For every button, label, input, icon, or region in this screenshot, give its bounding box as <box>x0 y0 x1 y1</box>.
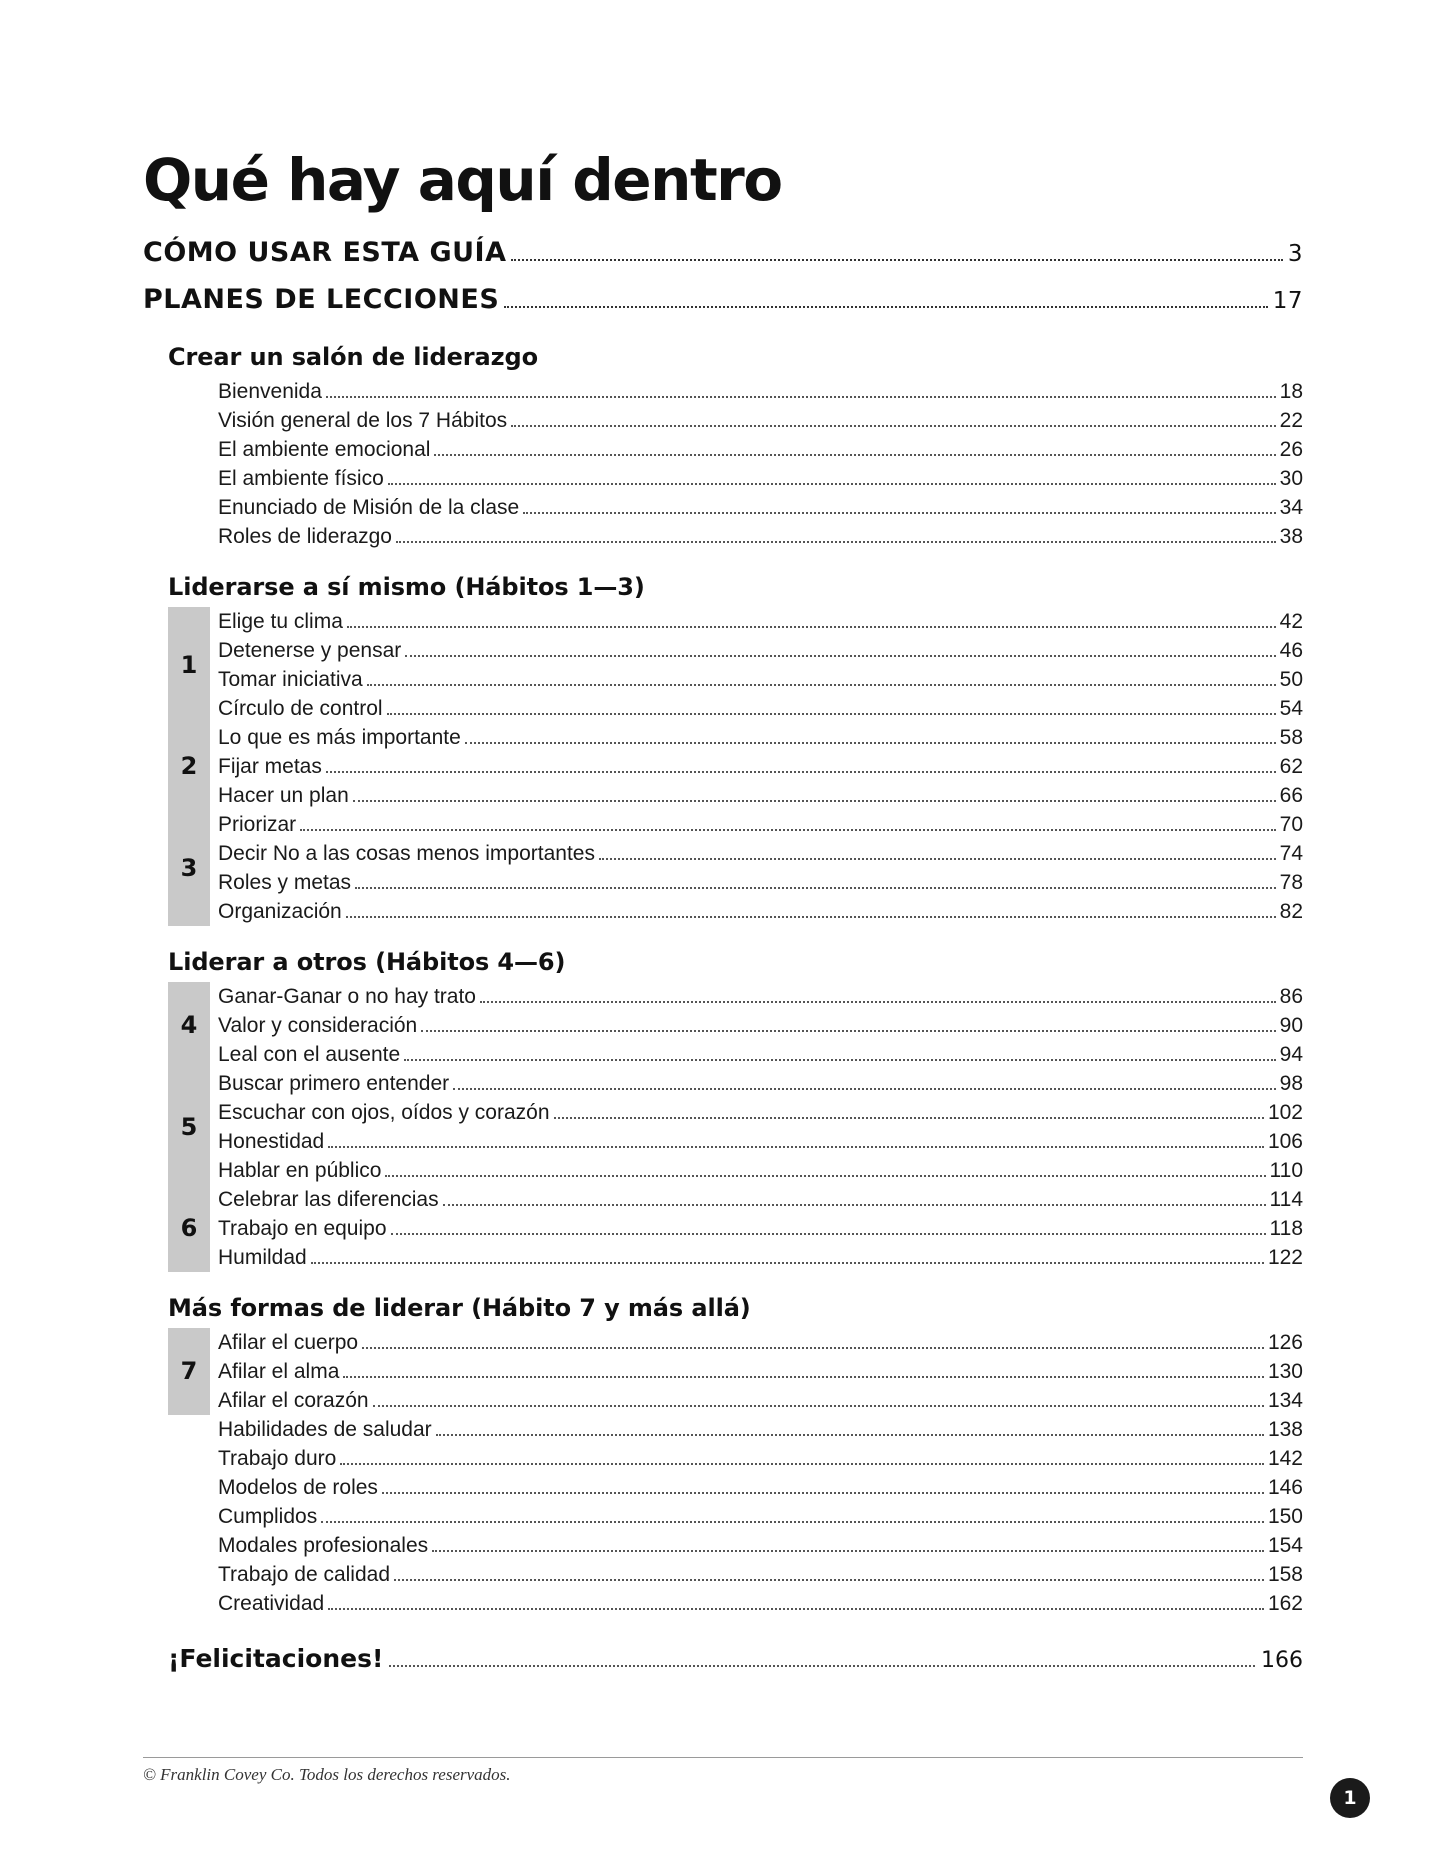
leader-dots <box>554 1116 1264 1119</box>
toc-group-mas-formas-de-liderar <box>143 1294 1303 1618</box>
toc-entry-page: 86 <box>1279 984 1303 1008</box>
toc-entry-label: El ambiente físico <box>218 466 384 490</box>
toc-entry[interactable] <box>218 1185 1303 1214</box>
toc-entry-page: 34 <box>1279 495 1303 519</box>
leader-dots <box>504 305 1267 308</box>
footer-divider <box>143 1757 1303 1758</box>
toc-entry-page: 158 <box>1267 1562 1303 1586</box>
toc-content <box>143 146 1303 1674</box>
toc-entry-label: Habilidades de saludar <box>218 1417 432 1441</box>
toc-entry-label: Cumplidos <box>218 1504 318 1528</box>
leader-dots <box>391 1232 1266 1235</box>
leader-dots <box>465 741 1276 744</box>
toc-entry-label: Humildad <box>218 1245 307 1269</box>
toc-entry[interactable] <box>218 377 1303 406</box>
habit-badge-empty <box>168 1415 210 1618</box>
toc-entry-page: 110 <box>1269 1158 1303 1182</box>
toc-entry-page: 42 <box>1279 609 1303 633</box>
toc-entry[interactable] <box>218 1127 1303 1156</box>
leader-dots <box>394 1578 1264 1581</box>
toc-entry-label: Decir No a las cosas menos importantes <box>218 841 595 865</box>
toc-entry[interactable] <box>218 868 1303 897</box>
habit-entries <box>218 723 1303 810</box>
toc-entry-page: 50 <box>1279 667 1303 691</box>
toc-entry[interactable] <box>218 493 1303 522</box>
leader-dots <box>404 1058 1276 1061</box>
toc-entry[interactable] <box>218 982 1303 1011</box>
habit-block-extra <box>168 1415 1303 1618</box>
leader-dots <box>382 1491 1264 1494</box>
toc-entry-label: Organización <box>218 899 342 923</box>
toc-entry-page: 74 <box>1279 841 1303 865</box>
habit-block-2 <box>168 723 1303 810</box>
toc-entry-page: 78 <box>1279 870 1303 894</box>
toc-entry-label: Trabajo duro <box>218 1446 337 1470</box>
toc-entry-label: Modelos de roles <box>218 1475 378 1499</box>
habit-block-6 <box>168 1185 1303 1272</box>
toc-entry[interactable] <box>218 464 1303 493</box>
toc-group-crear-salon <box>143 343 1303 551</box>
toc-entry[interactable] <box>218 1473 1303 1502</box>
toc-entry-page: 114 <box>1269 1187 1303 1211</box>
group-heading: Más formas de liderar (Hábito 7 y más allá) <box>168 1293 751 1322</box>
leader-dots <box>511 424 1276 427</box>
toc-entry-page: 90 <box>1279 1013 1303 1037</box>
leader-dots <box>443 1203 1266 1206</box>
toc-entry[interactable] <box>218 522 1303 551</box>
toc-entry[interactable] <box>218 1214 1303 1243</box>
toc-entry[interactable] <box>218 1502 1303 1531</box>
toc-final-page: 166 <box>1261 1647 1303 1673</box>
toc-entry-label: Leal con el ausente <box>218 1042 401 1066</box>
toc-entry-label: Afilar el corazón <box>218 1388 369 1412</box>
toc-entry-page: 38 <box>1279 524 1303 548</box>
toc-entry[interactable] <box>218 1589 1303 1618</box>
page-title: Qué hay aquí dentro <box>143 146 782 214</box>
toc-entry[interactable] <box>218 752 1303 781</box>
toc-entry-label: Modales profesionales <box>218 1533 429 1557</box>
leader-dots <box>421 1029 1275 1032</box>
leader-dots <box>523 511 1275 514</box>
toc-entry-page: 30 <box>1279 466 1303 490</box>
toc-entry-label: Afilar el alma <box>218 1359 340 1383</box>
leader-dots <box>362 1346 1264 1349</box>
toc-entry[interactable] <box>218 1531 1303 1560</box>
toc-entry-label: Honestidad <box>218 1129 325 1153</box>
page-number-badge: 1 <box>1330 1778 1370 1818</box>
toc-entry[interactable] <box>218 1011 1303 1040</box>
toc-entry[interactable] <box>218 1328 1303 1357</box>
toc-entry[interactable] <box>218 1357 1303 1386</box>
toc-entry-label: Tomar iniciativa <box>218 667 363 691</box>
leader-dots <box>311 1261 1264 1264</box>
leader-dots <box>367 683 1276 686</box>
toc-entry-page: 154 <box>1267 1533 1303 1557</box>
toc-entry-label: Ganar-Ganar o no hay trato <box>218 984 476 1008</box>
toc-entry-label: Escuchar con ojos, oídos y corazón <box>218 1100 550 1124</box>
toc-entry[interactable] <box>218 665 1303 694</box>
habit-entries <box>218 1069 1303 1185</box>
leader-dots <box>453 1087 1276 1090</box>
leader-dots <box>328 1607 1264 1610</box>
toc-entry-label: Afilar el cuerpo <box>218 1330 359 1354</box>
toc-entry[interactable] <box>218 1243 1303 1272</box>
toc-entry-label: Bienvenida <box>218 379 322 403</box>
group-entries <box>218 377 1303 551</box>
toc-entry-label: El ambiente emocional <box>218 437 431 461</box>
group-heading: Liderarse a sí mismo (Hábitos 1—3) <box>168 572 645 601</box>
toc-entry-page: 130 <box>1267 1359 1303 1383</box>
leader-dots <box>328 1145 1264 1148</box>
leader-dots <box>346 915 1276 918</box>
toc-entry[interactable] <box>218 406 1303 435</box>
toc-entry-page: 146 <box>1267 1475 1303 1499</box>
toc-entry-page: 54 <box>1279 696 1303 720</box>
toc-entry-page: 138 <box>1267 1417 1303 1441</box>
toc-top-page: 3 <box>1287 240 1303 267</box>
toc-entry-label: Elige tu clima <box>218 609 343 633</box>
leader-dots <box>436 1433 1264 1436</box>
toc-entry-page: 142 <box>1267 1446 1303 1470</box>
toc-entry[interactable] <box>218 435 1303 464</box>
leader-dots <box>396 540 1276 543</box>
toc-entry-label: Roles y metas <box>218 870 352 894</box>
toc-entry[interactable] <box>218 1560 1303 1589</box>
toc-entry[interactable] <box>218 723 1303 752</box>
toc-entry[interactable] <box>218 810 1303 839</box>
toc-entry-label: Visión general de los 7 Hábitos <box>218 408 508 432</box>
leader-dots <box>387 712 1276 715</box>
toc-entry-label: Detenerse y pensar <box>218 638 402 662</box>
toc-top-row-planes[interactable] <box>143 284 1303 315</box>
habit-entries <box>218 1185 1303 1272</box>
leader-dots <box>321 1520 1264 1523</box>
habit-block-7 <box>168 1328 1303 1415</box>
toc-entry-page: 150 <box>1267 1504 1303 1528</box>
leader-dots <box>340 1462 1264 1465</box>
leader-dots <box>511 258 1282 261</box>
leader-dots <box>353 799 1276 802</box>
toc-entry-label: Priorizar <box>218 812 297 836</box>
leader-dots <box>480 1000 1276 1003</box>
toc-top-page: 17 <box>1272 287 1303 314</box>
toc-entry-label: Enunciado de Misión de la clase <box>218 495 520 519</box>
copyright-text: © Franklin Covey Co. Todos los derechos reservados. <box>143 1765 511 1784</box>
leader-dots <box>385 1174 1265 1177</box>
leader-dots <box>599 857 1276 860</box>
toc-entry[interactable] <box>218 1444 1303 1473</box>
habit-badge: 4 <box>168 982 210 1069</box>
toc-entry-page: 70 <box>1279 812 1303 836</box>
toc-entry-page: 18 <box>1279 379 1303 403</box>
toc-entry-page: 94 <box>1279 1042 1303 1066</box>
toc-group-liderarse-a-si-mismo <box>143 573 1303 926</box>
toc-entry-label: Fijar metas <box>218 754 322 778</box>
toc-entry[interactable] <box>218 1069 1303 1098</box>
habit-badge: 3 <box>168 810 210 926</box>
toc-entry[interactable] <box>218 607 1303 636</box>
habit-entries <box>218 1328 1303 1415</box>
leader-dots <box>405 654 1275 657</box>
group-heading: Crear un salón de liderazgo <box>168 342 538 371</box>
habit-entries <box>218 982 1303 1069</box>
toc-entry-label: Hacer un plan <box>218 783 349 807</box>
toc-top-label: PLANES DE LECCIONES <box>143 283 500 315</box>
toc-entry-label: Hablar en público <box>218 1158 382 1182</box>
habit-entries <box>218 607 1303 723</box>
habit-badge: 6 <box>168 1185 210 1272</box>
habit-block-1 <box>168 607 1303 723</box>
toc-entry-page: 26 <box>1279 437 1303 461</box>
toc-entry-label: Valor y consideración <box>218 1013 418 1037</box>
toc-entry-page: 46 <box>1279 638 1303 662</box>
toc-top-row-como-usar[interactable] <box>143 237 1303 268</box>
habit-badge: 7 <box>168 1328 210 1415</box>
toc-entry[interactable] <box>218 694 1303 723</box>
toc-entry-page: 118 <box>1269 1216 1303 1240</box>
toc-entry-label: Creatividad <box>218 1591 325 1615</box>
toc-entry-page: 162 <box>1267 1591 1303 1615</box>
toc-entry-page: 98 <box>1279 1071 1303 1095</box>
toc-entry[interactable] <box>218 897 1303 926</box>
toc-entry-label: Trabajo de calidad <box>218 1562 390 1586</box>
toc-entry-page: 62 <box>1279 754 1303 778</box>
toc-entry[interactable] <box>218 781 1303 810</box>
toc-group-liderar-a-otros <box>143 948 1303 1272</box>
leader-dots <box>355 886 1276 889</box>
habit-entries <box>218 1415 1303 1618</box>
leader-dots <box>388 482 1276 485</box>
leader-dots <box>347 625 1276 628</box>
habit-entries <box>218 810 1303 926</box>
leader-dots <box>389 1664 1255 1667</box>
habit-badge: 2 <box>168 723 210 810</box>
habit-block-3 <box>168 810 1303 926</box>
group-heading: Liderar a otros (Hábitos 4—6) <box>168 947 566 976</box>
toc-entry-page: 58 <box>1279 725 1303 749</box>
toc-entry-page: 102 <box>1267 1100 1303 1124</box>
toc-entry[interactable] <box>218 1415 1303 1444</box>
toc-entry-felicitaciones[interactable] <box>168 1644 1303 1674</box>
leader-dots <box>373 1404 1264 1407</box>
leader-dots <box>434 453 1275 456</box>
toc-entry-page: 82 <box>1279 899 1303 923</box>
toc-entry-page: 106 <box>1267 1129 1303 1153</box>
leader-dots <box>432 1549 1264 1552</box>
toc-entry-label: Trabajo en equipo <box>218 1216 387 1240</box>
toc-entry[interactable] <box>218 1040 1303 1069</box>
leader-dots <box>326 395 1276 398</box>
toc-entry-page: 134 <box>1267 1388 1303 1412</box>
toc-final-label: ¡Felicitaciones! <box>168 1643 384 1673</box>
habit-badge: 1 <box>168 607 210 723</box>
toc-entry[interactable] <box>218 839 1303 868</box>
habit-block-5 <box>168 1069 1303 1185</box>
toc-entry[interactable] <box>218 1156 1303 1185</box>
toc-entry-label: Celebrar las diferencias <box>218 1187 439 1211</box>
toc-entry-page: 22 <box>1279 408 1303 432</box>
toc-entry[interactable] <box>218 636 1303 665</box>
toc-entry-label: Roles de liderazgo <box>218 524 392 548</box>
toc-entry-page: 122 <box>1267 1245 1303 1269</box>
toc-entry-page: 126 <box>1267 1330 1303 1354</box>
toc-top-label: CÓMO USAR ESTA GUÍA <box>143 236 507 268</box>
toc-entry[interactable] <box>218 1098 1303 1127</box>
toc-entry-label: Círculo de control <box>218 696 383 720</box>
habit-block-4 <box>168 982 1303 1069</box>
habit-badge: 5 <box>168 1069 210 1185</box>
toc-entry-label: Buscar primero entender <box>218 1071 450 1095</box>
toc-entry-page: 66 <box>1279 783 1303 807</box>
leader-dots <box>300 828 1275 831</box>
toc-entry[interactable] <box>218 1386 1303 1415</box>
toc-entry-label: Lo que es más importante <box>218 725 461 749</box>
leader-dots <box>326 770 1276 773</box>
leader-dots <box>343 1375 1264 1378</box>
